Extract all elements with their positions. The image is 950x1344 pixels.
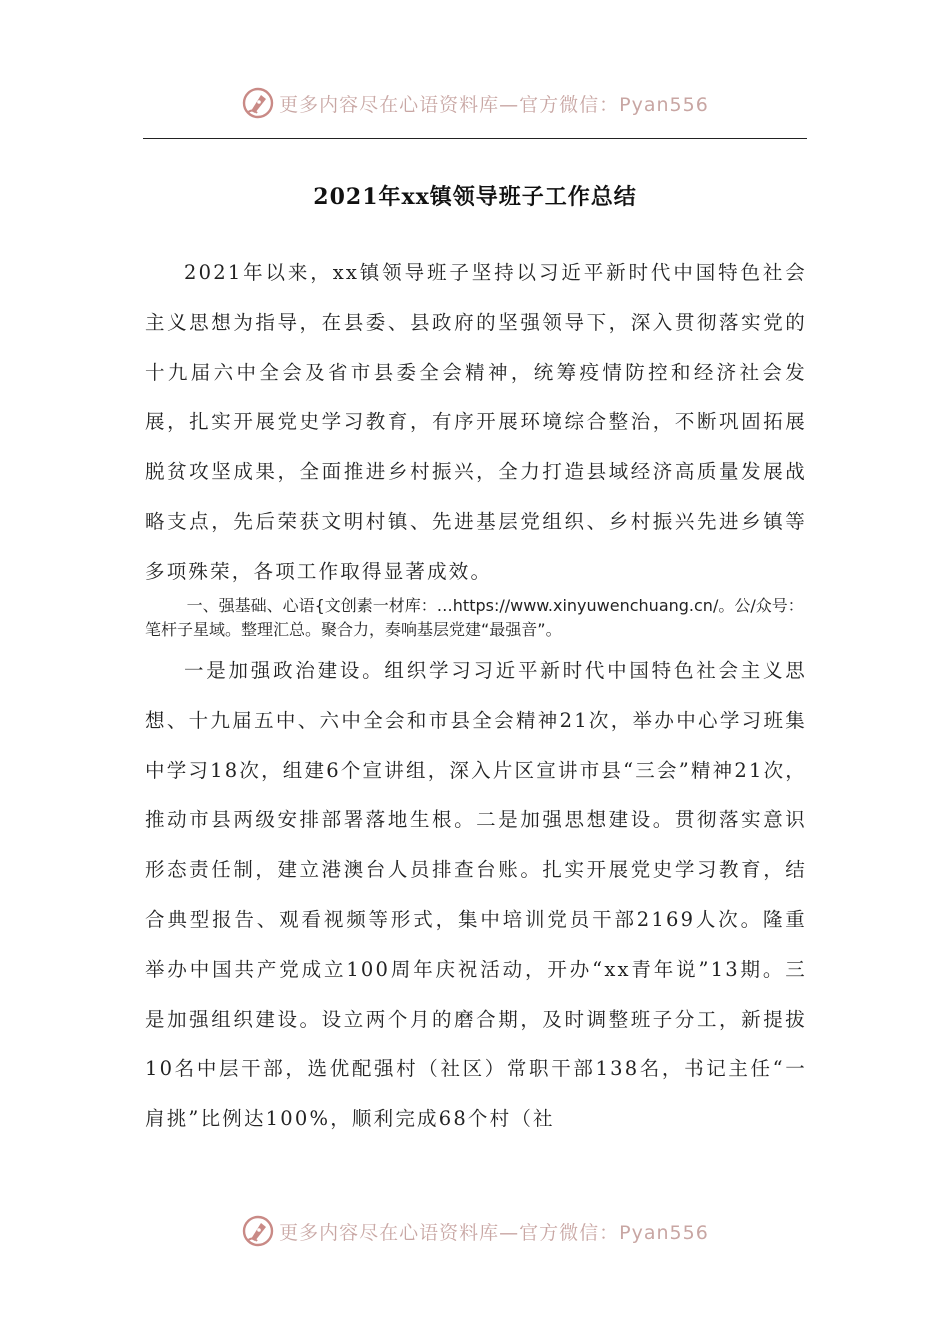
pen-nib-logo-icon [241, 1214, 275, 1248]
pen-nib-logo-icon [241, 86, 275, 120]
document-title: 2021年xx镇领导班子工作总结 [313, 184, 637, 210]
body-paragraph: 一是加强政治建设。组织学习习近平新时代中国特色社会主义思想、十九届五中、六中全会和市县全会精神21次，举办中心学习班集中学习18次，组建6个宣讲组，深入片区宣讲市县“三会”精神21次，推动市县两级安排部署落地生根。二是加强思想建设。贯彻落实意识形态责任制，建立港澳台人员排查台账。扎实开展党史学习教育，结合典型报告、观看视频等形式，集中培训党员干部2169人次。隆重举办中国共产党成立100周年庆祝活动，开办“xx青年说”13期。三是加强组织建设。设立两个月的磨合期，及时调整班子分工，新提拔10名中层干部，选优配强村（社区）常职干部138名，书记主任“一肩挑”比例达100%，顺利完成68个村（社 [145, 659, 807, 1131]
intro-paragraph: 2021年以来，xx镇领导班子坚持以习近平新时代中国特色社会主义思想为指导，在县委、县政府的坚强领导下，深入贯彻落实党的十九届六中全会及省市县委全会精神，统筹疫情防控和经济社会发展，扎实开展党史学习教育，有序开展环境综合整治，不断巩固拓展脱贫攻坚成果，全面推进乡村振兴，全力打造县域经济高质量发展战略支点，先后荣获文明村镇、先进基层党组织、乡村振兴先进乡镇等多项殊荣，各项工作取得显著成效。 [145, 261, 807, 583]
footer-watermark [0, 1211, 950, 1251]
section-heading: 一、强基础、心语{文创素一材库：…https://www.xinyuwenchuang.cn/。公/众号：笔杆子星域。整理汇总。聚合力，奏响基层党建“最强音”。 [145, 596, 804, 639]
watermark-text: 更多内容尽在心语资料库—官方微信：Pyan556 [279, 1221, 709, 1244]
header-watermark [0, 83, 950, 123]
watermark-text: 更多内容尽在心语资料库—官方微信：Pyan556 [279, 93, 709, 116]
header-divider [143, 138, 807, 139]
